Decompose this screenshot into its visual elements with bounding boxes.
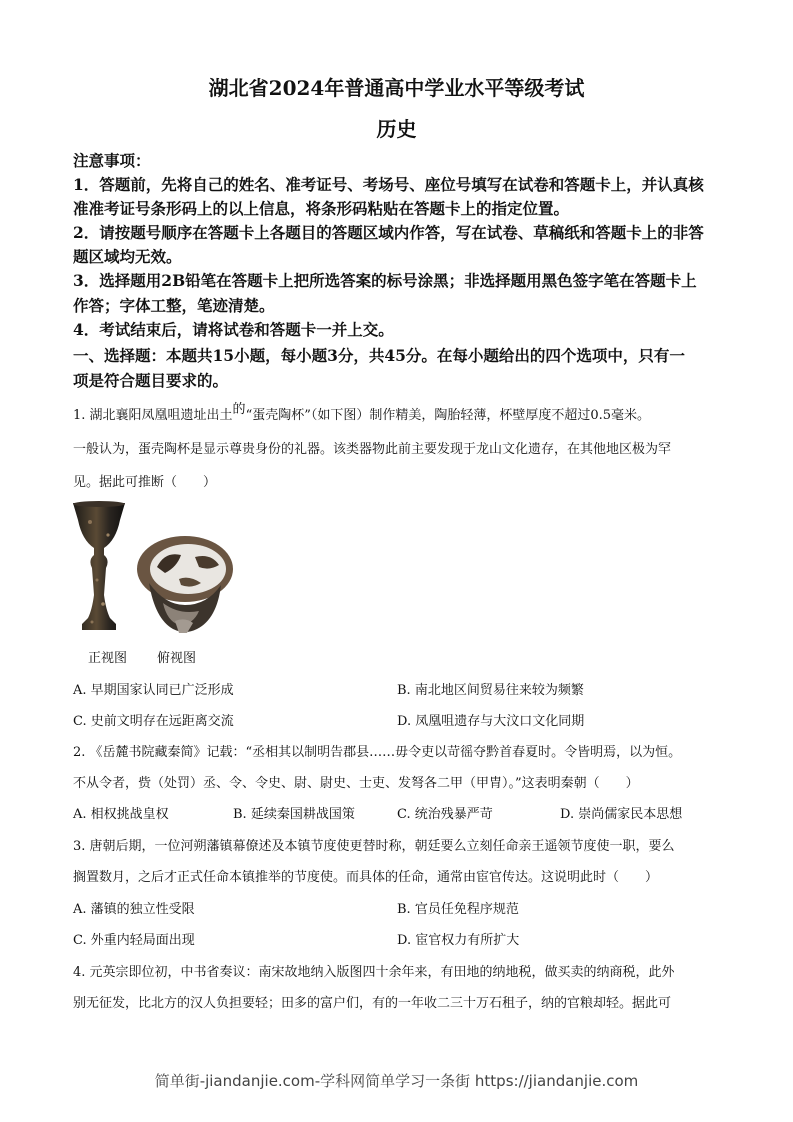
question-1-text: 1. 湖北襄阳凤凰咀遗址出土: [73, 408, 233, 423]
question-2-option-c: C. 统治残暴严苛: [397, 807, 493, 822]
question-2-option-a: A. 相权挑战皇权: [73, 807, 169, 822]
question-4-line: 4. 元英宗即位初，中书省奏议：南宋故地纳入版图四十余年来，有田地的纳地税，做买卖的纳商税，此外: [73, 965, 675, 980]
notice-line: 准准考证号条形码上的以上信息，将条形码粘贴在答题卡上的指定位置。: [73, 199, 570, 218]
exam-title: 湖北省2024年普通高中学业水平等级考试: [208, 76, 585, 100]
question-1-line: 见。据此可推断（ ）: [73, 475, 217, 490]
notice-line: 4．考试结束后，请将试卷和答题卡一并上交。: [73, 320, 394, 339]
notice-heading: 注意事项：: [73, 151, 151, 170]
question-3-line: 搁置数月，之后才正式任命本镇推举的节度使。而具体的任命，通常由宦官传达。这说明此时（ ）: [73, 870, 659, 885]
question-3-option-c: C. 外重内轻局面出现: [73, 933, 195, 948]
question-3-line: 3. 唐朝后期，一位河朔藩镇幕僚述及本镇节度使更替时称，朝廷要么立刻任命亲王遥领节度使一职，要么: [73, 839, 675, 854]
question-1-line: [73, 404, 650, 423]
notice-line: 题区域均无效。: [73, 247, 182, 266]
question-1-option-c: C. 史前文明存在远距离交流: [73, 714, 234, 729]
question-1-option-d: D. 凤凰咀遗存与大汶口文化同期: [397, 714, 585, 729]
question-4-line: 别无征发，比北方的汉人负担要轻；田多的富户们，有的一年收二三十万石租子，纳的官粮却轻。据此可: [73, 996, 672, 1011]
question-1-superscript: 的: [232, 402, 246, 417]
question-3-option-d: D. 宦官权力有所扩大: [397, 933, 520, 948]
notice-line: 1．答题前，先将自己的姓名、准考证号、考场号、座位号填写在试卷和答题卡上，并认真核: [73, 175, 704, 194]
eggshell-cup-front-view-image: [70, 500, 128, 635]
question-2-line: 不从令者，赀（处罚）丞、令、令史、尉、尉史、士吏、发弩各二甲（甲胄）。”这表明秦朝（ ）: [73, 776, 639, 791]
section-heading: 一、选择题：本题共15小题，每小题3分，共45分。在每小题给出的四个选项中，只有一: [73, 346, 685, 365]
eggshell-cup-top-view-image: [135, 533, 235, 637]
notice-line: 作答；字体工整，笔迹清楚。: [73, 296, 275, 315]
notice-line: 2．请按题号顺序在答题卡上各题目的答题区域内作答，写在试卷、草稿纸和答题卡上的非答: [73, 223, 704, 242]
question-1-option-a: A. 早期国家认同已广泛形成: [73, 683, 234, 698]
question-3-option-a: A. 藩镇的独立性受限: [73, 902, 195, 917]
caption-top-view: 俯视图: [157, 651, 197, 666]
question-1-text: “蛋壳陶杯”（如下图）制作精美，陶胎轻薄，杯壁厚度不超过0.5毫米。: [245, 408, 651, 423]
footer-watermark: 简单街-jiandanjie.com-学科网简单学习一条街 https://jiandanjie.com: [154, 1072, 639, 1090]
notice-line: 3．选择题用2B铅笔在答题卡上把所选答案的标号涂黑；非选择题用黑色签字笔在答题卡上: [73, 271, 697, 290]
question-2-line: 2. 《岳麓书院藏秦简》记载：“丞相其以制明告郡县……毋令吏以苛徭夺黔首春夏时。令皆明焉，以为恒。: [73, 745, 682, 760]
question-1-option-b: B. 南北地区间贸易往来较为频繁: [397, 683, 584, 698]
question-2-option-d: D. 崇尚儒家民本思想: [560, 807, 683, 822]
question-2-option-b: B. 延续秦国耕战国策: [233, 807, 355, 822]
subject-title: 历史: [376, 117, 417, 141]
question-3-option-b: B. 官员任免程序规范: [397, 902, 519, 917]
section-heading: 项是符合题目要求的。: [73, 371, 229, 390]
caption-front-view: 正视图: [88, 651, 128, 666]
question-1-line: 一般认为，蛋壳陶杯是显示尊贵身份的礼器。该类器物此前主要发现于龙山文化遗存，在其他地区极为罕: [73, 442, 672, 457]
